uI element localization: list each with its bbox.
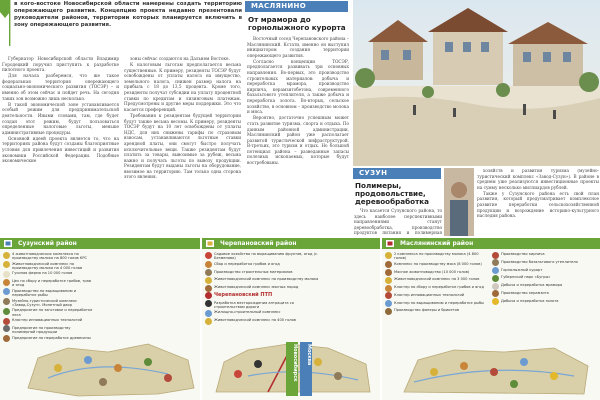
museum-icon <box>3 298 10 305</box>
polymer-icon <box>3 325 10 332</box>
cherepanovo-panel <box>202 238 380 400</box>
legend-item: Жилищно-строительный комплекс <box>205 310 325 317</box>
suzun-legend <box>3 252 93 343</box>
legend-item: Животноводческий комплекс по производству молока <box>205 277 325 284</box>
factory-icon <box>205 292 212 299</box>
fish-icon <box>3 288 10 295</box>
legend-item: Производство кирпича <box>492 252 596 259</box>
road-banner <box>286 342 298 396</box>
lead-block <box>0 0 242 46</box>
cow-icon <box>385 252 392 259</box>
legend-item: Сбор и переработка грибов и ягод <box>205 262 325 269</box>
suzun-panel <box>0 238 200 400</box>
legend-item: Производство базальтового утеплителя <box>492 260 596 267</box>
cluster-icon <box>385 292 392 299</box>
legend-item: Губернский парк «Бугры» <box>492 275 596 282</box>
goose-icon <box>3 271 10 278</box>
article-column-4: Что касается Сузунского района, то здесь наиболее перспективными направлениями станут деревообработка, производство продуктов питания и полимерная <box>354 208 442 236</box>
apple-icon <box>205 252 212 259</box>
crest-icon <box>386 240 394 247</box>
coal-icon <box>205 300 212 307</box>
fish-icon <box>385 300 392 307</box>
portrait-photo-icon <box>444 168 474 236</box>
legend-item: Производство фанеры и брикетов <box>385 308 487 315</box>
wood-icon <box>3 335 10 342</box>
suzun-headline: Полимеры, продовольствие, деревообработка <box>355 181 429 207</box>
tree-icon <box>3 308 10 315</box>
legend-item: Кластер по сбору и переработке грибов и ягод <box>385 285 487 292</box>
novosibirsk-label: Новосибирск <box>292 344 298 382</box>
maslyanino-panel-header <box>382 238 600 249</box>
legend-item: Черепановский ПТП <box>205 293 325 300</box>
cherepanovo-panel-title: Черепановский район <box>220 240 297 247</box>
cherepanovo-legend <box>205 252 325 326</box>
article-column-2: зоны сейчас создаются на Дальнем Востоке. К налоговым льготам предполагается весьма существенные. К примеру, резиденты ТОСЭР будут освобождены от уплаты налога на имущество, земельного налога, снижен размер налога на прибыль с 18 до 13,5 процента. Кроме того, резиденты получат субсидии на уплату процентной ставки по кредитам и лизинговым платежам. Предусмотрены и другие меры поддержки. Это что касается преференций. Требования к резидентам будущей территории будут также весьма весомы. К примеру, резиденты ТОСЭР будут на 10 лет освобождены от уплаты НДС, для них снижены тарифы по страховым взносам, устанавливаются льготные ставки арендной платы, они смогут быстро получать исключительные вещи. Также резидентам будут платить за товары, вывозимые за рубеж, весьма важно и получать льготы по вывозу продукции. Резидентам будут выданы льготы на оборудование, ввозимое на территорию. Там только одна сторона этого явления. <box>124 56 241 180</box>
legend-item: Музейно-туристический комплекс «Завод-Сузун». Монетный двор <box>3 299 93 307</box>
road-banner-2 <box>300 342 312 396</box>
cow-icon <box>3 252 10 259</box>
article-column-3: Восточный сосед Черепановского района – Маслянинский. Кстати, именно он выступил инициатором создания территории опережающего развития. Согласно концепции ТОСЭР, предполагается развивать три основных направления. Во-первых, это производство строительных материалов: добыча и переработка мрамора, производство кирпича, керамзитобетона, современного базальтового утеплителя, а также добыча и переработка золота. Во-вторых, сельское хозяйство, в основном – производство молока и мяса. Вероятно, достаточно успешным может стать развитие туризма, спорта и отдыха. По данным районной администрации, Маслянинский район уже располагает развитой туристической инфраструктурой. В-третьих, это туризм и отдых. Но большой потенциал района – разведанные запасы полезных ископаемых, которые будут востребованы. <box>247 36 349 166</box>
brick-icon <box>492 252 499 259</box>
maslyanino-panel-title: Маслянинский район <box>400 240 474 247</box>
legend-item: Производство строительных материалов <box>205 270 325 277</box>
suzun-map <box>18 338 198 398</box>
legend-item: Садовое хозяйство по выращиванию фруктов, ягод (с. Безменово) <box>205 252 325 260</box>
legend-item: Горнолыжный курорт <box>492 268 596 275</box>
legend-item: 4 животноводческих комплекса по производству молока на 800 голов КРС <box>3 252 93 260</box>
legend-item: Гусиная ферма на 10 000 голов <box>3 271 93 278</box>
legend-item: Цех по сбору и переработке грибов, трав и ягод <box>3 279 93 287</box>
legend-item: Кластер по выращиванию и переработке рыбы <box>385 301 487 308</box>
cow-icon <box>205 318 212 325</box>
suzun-photo <box>444 168 474 236</box>
mushroom-icon <box>205 261 212 268</box>
marble-icon <box>492 283 499 290</box>
brick-icon <box>205 269 212 276</box>
bull-icon <box>205 285 212 292</box>
cow-icon <box>3 261 10 268</box>
legend-item: Кластер инновационных технологий <box>385 293 487 300</box>
legend-item: Производство по выращиванию и переработке рыбы <box>3 289 93 297</box>
mushroom-icon <box>385 285 392 292</box>
legend-item: Предприятие по переработке древесины <box>3 336 93 343</box>
legend-item: Животноводческий комплекс на 400 голов <box>205 318 325 325</box>
legend-item: Добыча и переработка мрамора <box>492 283 596 290</box>
lead-text: в кого-востоке Новосибирской области намерены создать территорию опережающего развития. Концепцию проекта недавно презентовали руководители районов, территории которых планируется включить в зону опережающего развития. <box>14 1 242 28</box>
house-icon <box>205 310 212 317</box>
legend-item: Разработка месторождения антрацита со строительством дороги <box>205 301 325 309</box>
maslyanino-panel <box>382 238 600 400</box>
maslyanino-tag: МАСЛЯНИНО <box>245 1 348 12</box>
legend-item: Животноводческий комплекс мясных пород <box>205 285 325 292</box>
mushroom-icon <box>3 279 10 286</box>
crest-icon <box>206 240 214 247</box>
legend-item: Животноводческий комплекс на 3 000 голов <box>385 277 487 284</box>
legend-item: Кластер инновационных технологий <box>3 318 93 325</box>
bull-icon <box>385 269 392 276</box>
cow-icon <box>205 277 212 284</box>
maslyanino-headline: От мрамора до горнолыжного курорта <box>248 15 346 33</box>
article-column-5: хозяйств и развития туризма (музейно-туристический комплекс «Завод-Сузун»). В районе в среднем уже реализуются инвестиционные проекты на сумму несколько миллиардов рублей. Также у Сузунского района есть свой план развития, который предусматривает комплексное развитие переработки сельскохозяйственной продукции и возрождение историко-культурного наследия района. <box>477 168 599 219</box>
legend-item: Животноводческий комплекс по производству молока на 4 000 голов <box>3 262 93 270</box>
maslyanino-map <box>394 342 594 398</box>
wood-icon <box>385 308 392 315</box>
moscow-label: Москва <box>306 344 312 366</box>
clay-icon <box>492 290 499 297</box>
suzun-tag: СУЗУН <box>353 168 441 179</box>
legend-item: Предприятие по заготовке и переработке леса <box>3 308 93 316</box>
article-column-1: Губернатор Новосибирской области Владимир Городецкий поручил приступить к разработке пилотного проекта. Для начала разберемся, что же такое федеральная территория опережающего социально-экономического развития (ТОСЭР) – и именно об этом сейчас и пойдет речь. На сегодня таких зон возможно лишь несколько. В такой экономической зоне устанавливается особый режим для предпринимательской деятельности. Иными словами, там, где будет создан этот режим, будут пользоваться определенные налоговые льготы, меньше административные процедуры. Основной идеей проекта является то, что на территориях района будут созданы благоприятные условия для привлечения инвестиций и развития экономики Российской Федерации. Подобные экономические <box>2 56 119 164</box>
gold-icon <box>492 298 499 305</box>
maslyanino-legend-right <box>492 252 596 307</box>
legend-item: 2 комплекса по производству молока (4 800 голов) <box>385 252 487 260</box>
suzun-panel-title: Сузунский район <box>18 240 77 247</box>
legend-item: Мясное животноводство (10 000 голов) <box>385 270 487 277</box>
arrow-badge-icon <box>0 0 12 46</box>
park-icon <box>492 275 499 282</box>
crest-icon <box>4 240 12 247</box>
legend-item: Добыча и переработка золота <box>492 299 596 306</box>
basalt-icon <box>492 259 499 266</box>
ski-icon <box>492 267 499 274</box>
legend-item: Производство керамзита <box>492 291 596 298</box>
suzun-panel-header <box>0 238 200 249</box>
cow-icon <box>385 277 392 284</box>
maslyanino-legend-left <box>385 252 487 316</box>
village-photo <box>353 0 600 166</box>
village-illustration-icon <box>353 0 600 166</box>
cherepanovo-panel-header <box>202 238 380 249</box>
legend-item: Комплекс по производству мяса (8 000 голов) <box>385 262 487 269</box>
legend-item: Предприятие по производству полимерной продукции <box>3 326 93 334</box>
cluster-icon <box>3 318 10 325</box>
bull-icon <box>385 261 392 268</box>
